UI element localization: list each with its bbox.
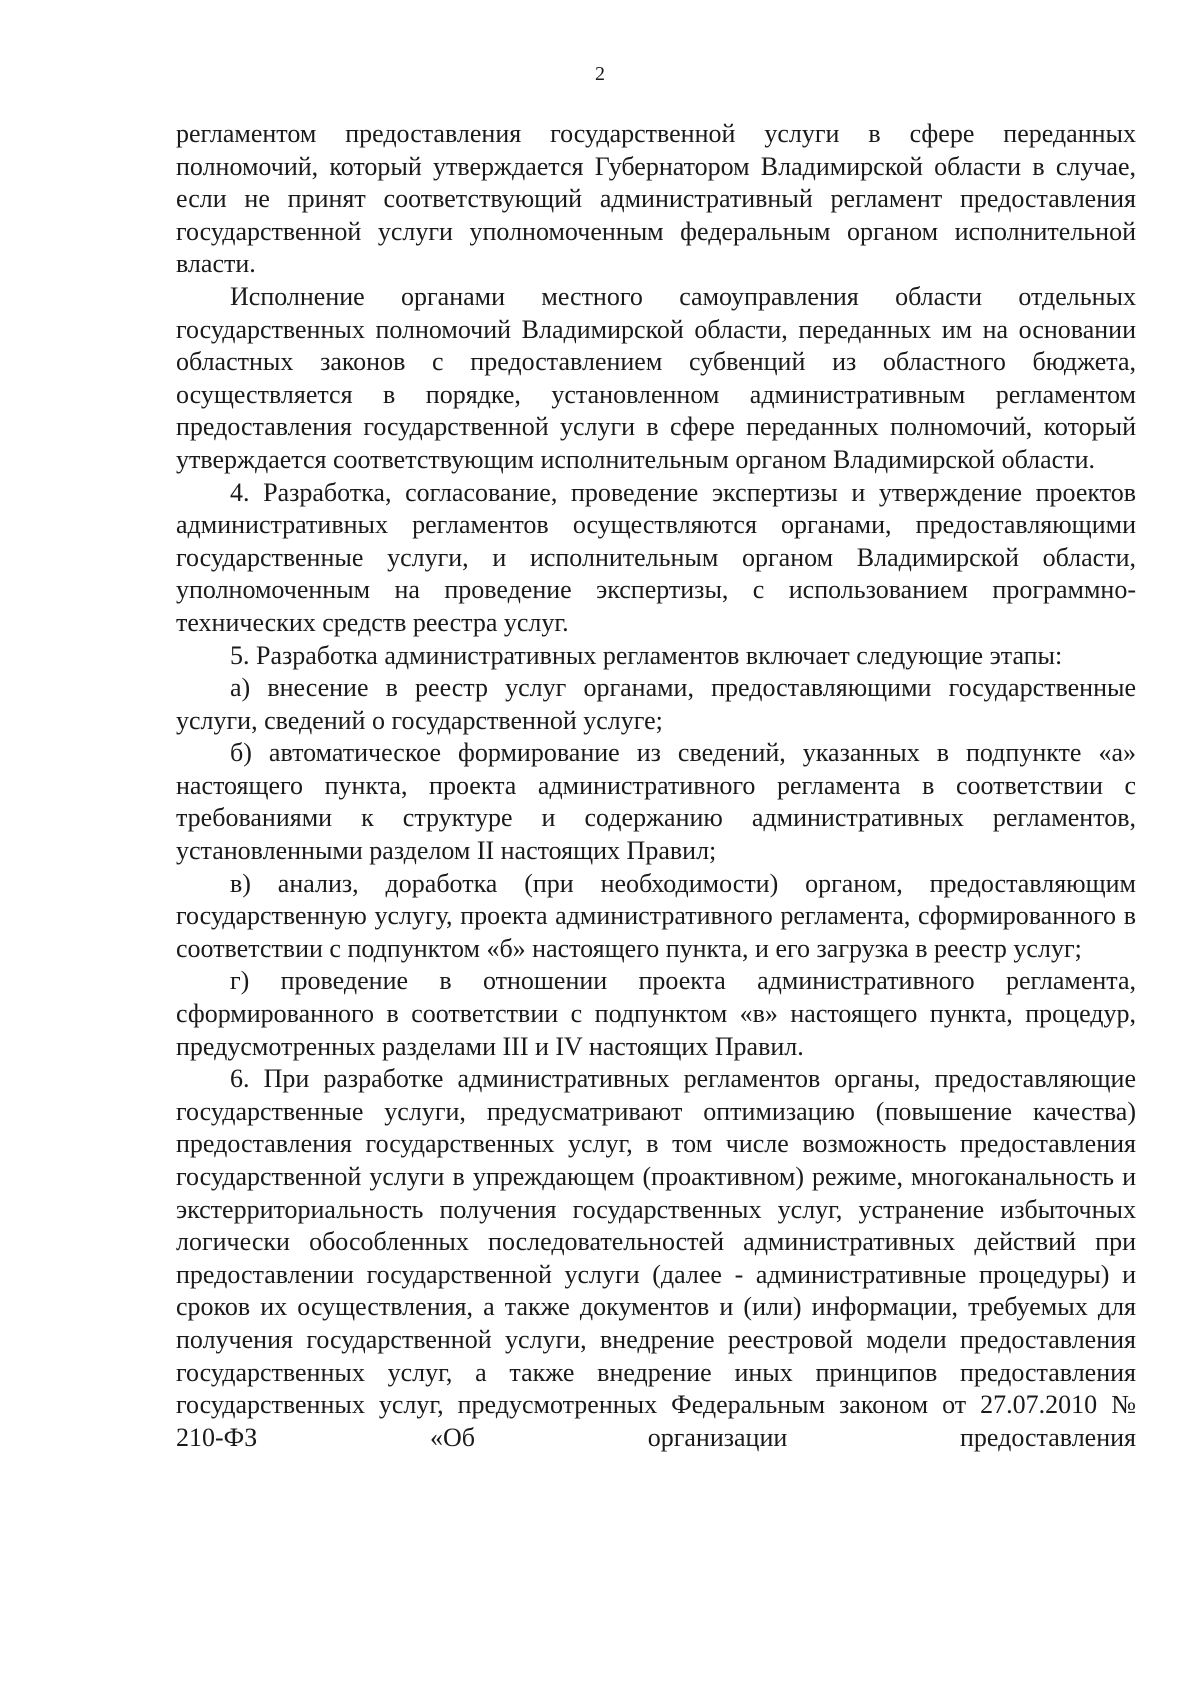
paragraph-subitem-a: а) внесение в реестр услуг органами, предоставляющими государственные услуги, сведений о государственной услуге; — [176, 673, 1136, 735]
paragraph-subitem-v: в) анализ, доработка (при необходимости) органом, предоставляющим государственную услугу, проекта административного регламента, сформированного в соответствии с подпунктом «б» настоящего пункта, и его загрузка в реестр услуг; — [176, 868, 1136, 963]
paragraph-item-5: 5. Разработка административных регламентов включает следующие этапы: — [230, 640, 1063, 670]
paragraph-local-self-government: Исполнение органами местного самоуправления области отдельных государственных полномочий Владимирской области, переданных им на основании областных законов с предоставлением субвенций из областного бюджета, осуществляется в порядке, установленном административным регламентом предоставления государственной услуги в сфере переданных полномочий, который утверждается соответствующим исполнительным органом Владимирской области. — [176, 281, 1136, 474]
paragraph-item-4: 4. Разработка, согласование, проведение экспертизы и утверждение проектов административных регламентов осуществляются органами, предоставляющими государственные услуги, и исполнительным органом Владимирской области, уполномоченным на проведение экспертизы, с использованием программно-технических средств реестра услуг. — [176, 477, 1136, 637]
document-body — [176, 118, 1136, 1454]
page-number: 2 — [595, 63, 605, 85]
paragraph-regulation-continuation: регламентом предоставления государственной услуги в сфере переданных полномочий, который утверждается Губернатором Владимирской области в случае, если не принят соответствующий административный регламент предоставления государственной услуги уполномоченным федеральным органом исполнительной власти. — [176, 119, 1136, 279]
paragraph-subitem-b: б) автоматическое формирование из сведений, указанных в подпункте «а» настоящего пункта, проекта административного регламента в соответствии с требованиями к структуре и содержанию административных регламентов, установленными разделом II настоящих Правил; — [176, 738, 1136, 866]
paragraph-subitem-g: г) проведение в отношении проекта административного регламента, сформированного в соответствии с подпунктом «в» настоящего пункта, процедур, предусмотренных разделами III и IV настоящих Правил. — [176, 966, 1136, 1061]
paragraph-item-6: 6. При разработке административных регламентов органы, предоставляющие государственные услуги, предусматривают оптимизацию (повышение качества) предоставления государственных услуг, в том числе возможность предоставления государственной услуги в упреждающем (проактивном) режиме, многоканальность и экстерриториальность получения государственных услуг, устранение избыточных логически обособленных последовательностей административных действий при предоставлении государственной услуги (далее - административные процедуры) и сроков их осуществления, а также документов и (или) информации, требуемых для получения государственной услуги, внедрение реестровой модели предоставления государственных услуг, а также внедрение иных принципов предоставления государственных услуг, предусмотренных Федеральным законом от 27.07.2010 № 210-ФЗ «Об организации предоставления — [176, 1064, 1136, 1452]
